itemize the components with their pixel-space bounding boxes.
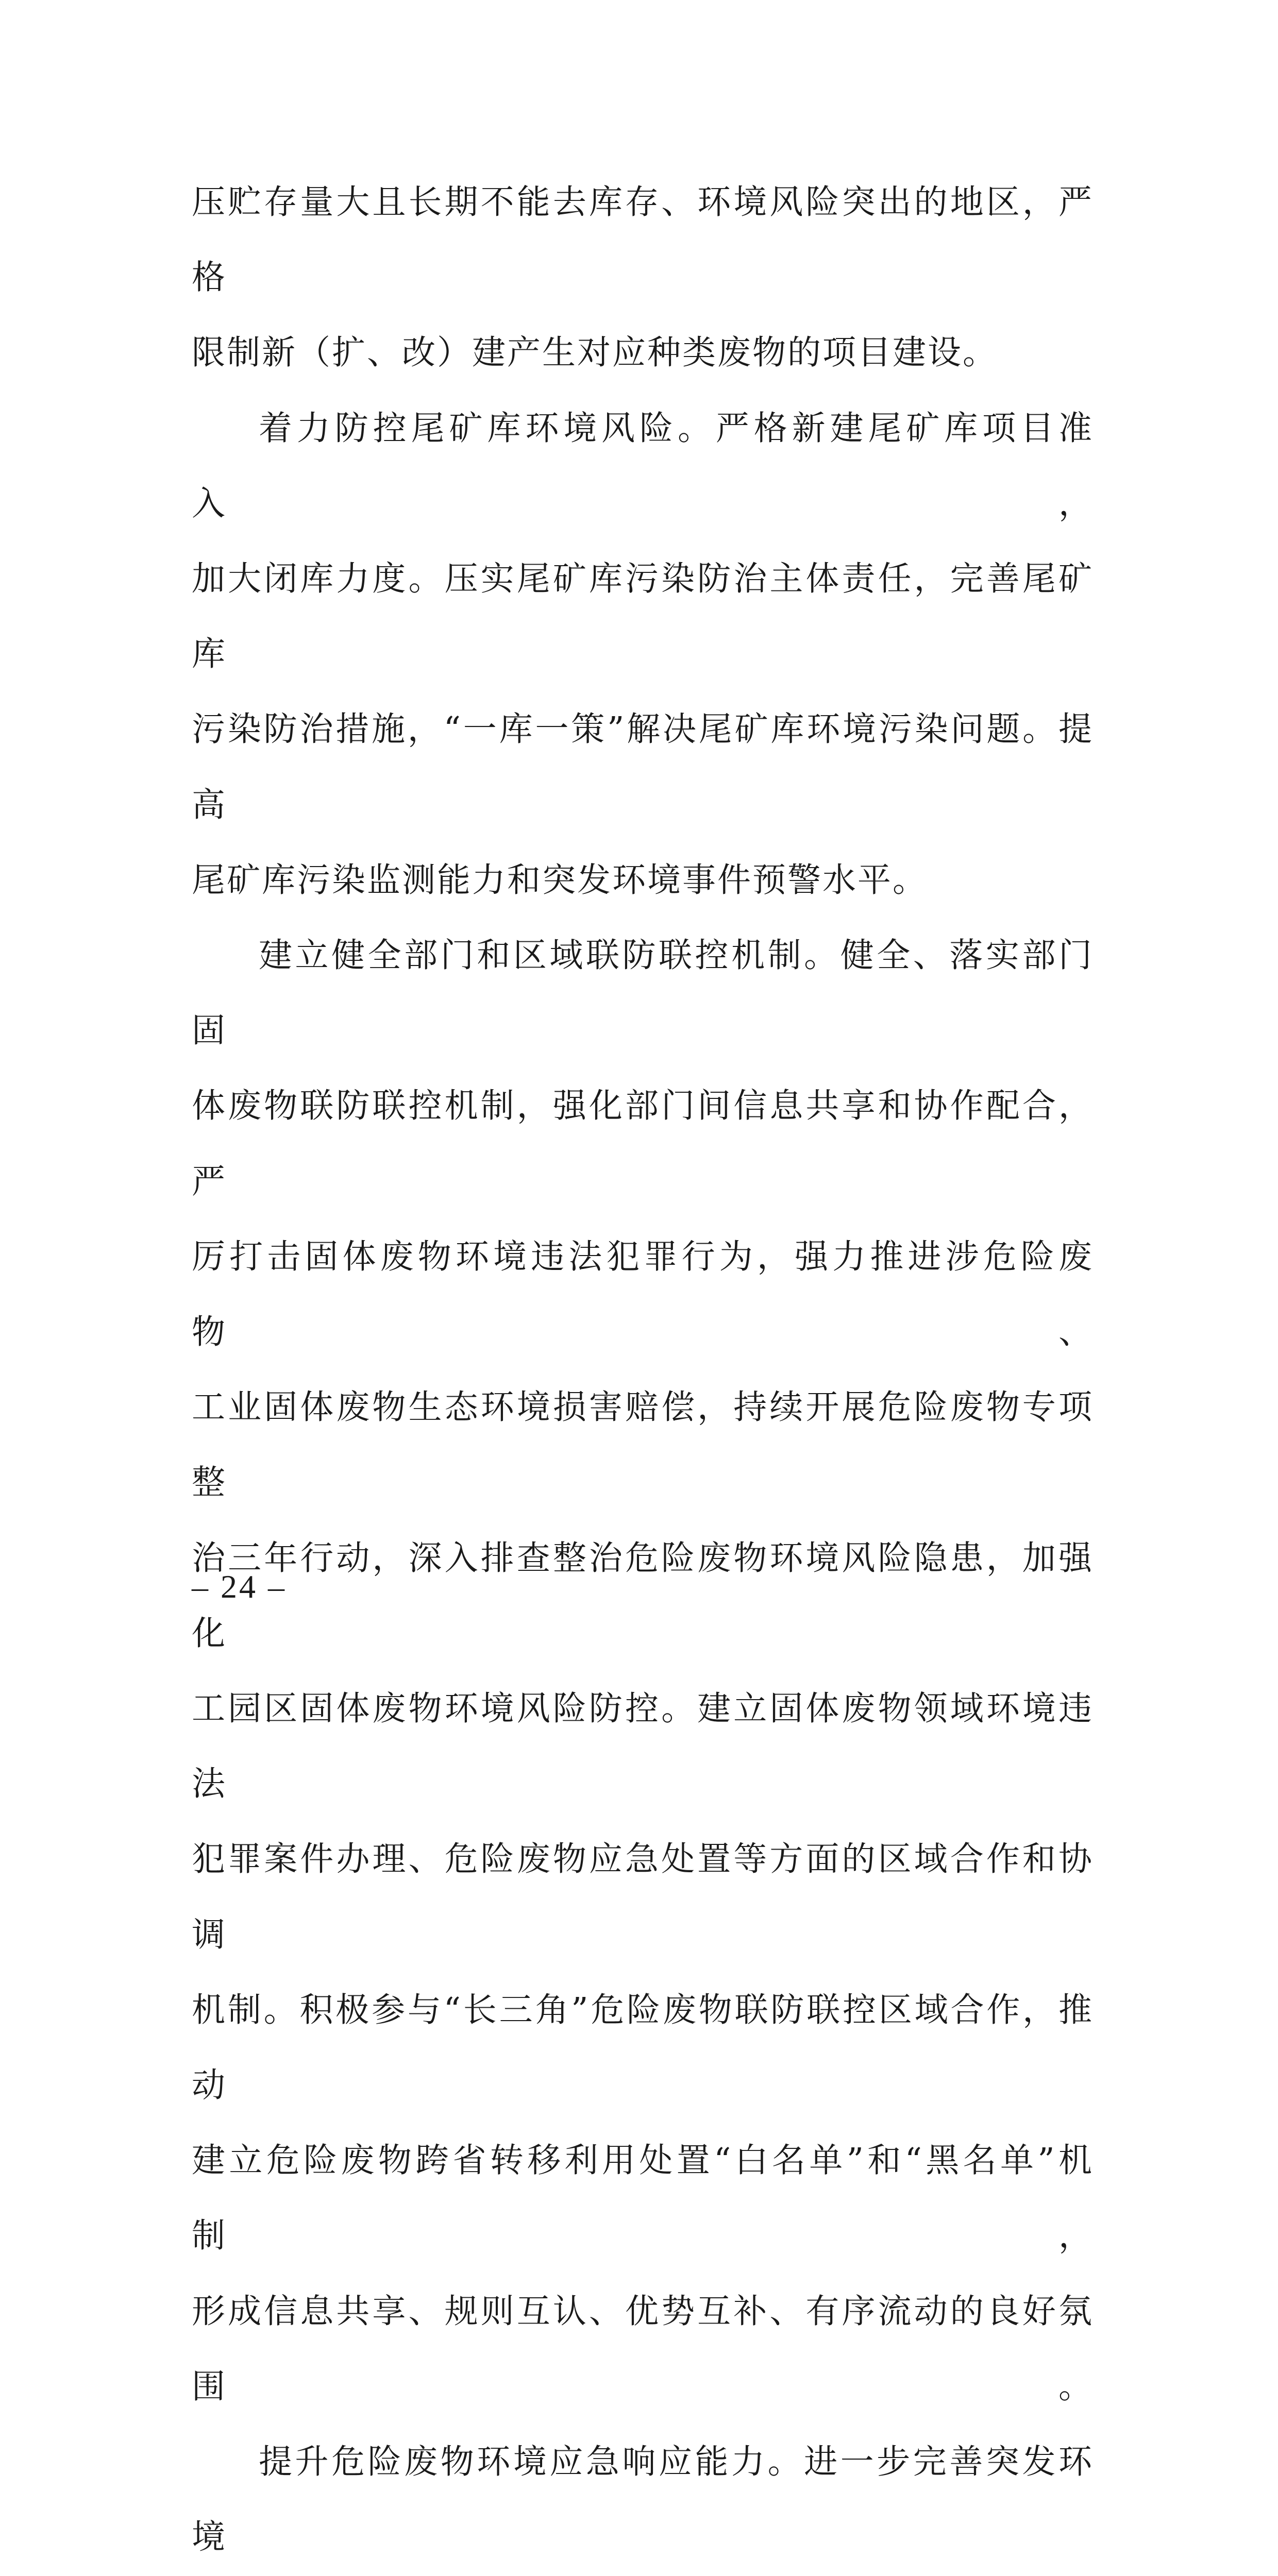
text-line: 体废物联防联控机制，强化部门间信息共享和协作配合，严 [192, 1069, 1094, 1219]
text-line: 厉打击固体废物环境违法犯罪行为，强力推进涉危险废物、 [192, 1219, 1094, 1370]
text-line: 压贮存量大且长期不能去库存、环境风险突出的地区，严格 [192, 165, 1094, 315]
text-line: 治三年行动，深入排查整治危险废物环境风险隐患，加强化 [192, 1521, 1094, 1671]
page-number: – 24 – [192, 1566, 287, 1607]
text-line: 工园区固体废物环境风险防控。建立固体废物领域环境违法 [192, 1671, 1094, 1822]
text-line [192, 2575, 1094, 2576]
text-line: 限制新（扩、改）建产生对应种类废物的项目建设。 [192, 315, 1094, 391]
text-line: 建立危险废物跨省转移利用处置“白名单”和“黑名单”机制， [192, 2123, 1094, 2274]
text-line: 建立健全部门和区域联防联控机制。健全、落实部门固 [192, 918, 1094, 1069]
text-line: 加大闭库力度。压实尾矿库污染防治主体责任，完善尾矿库 [192, 541, 1094, 692]
text-line: 提升危险废物环境应急响应能力。进一步完善突发环境 [192, 2425, 1094, 2575]
text-line: 形成信息共享、规则互认、优势互补、有序流动的良好氛围。 [192, 2274, 1094, 2425]
text-line: 尾矿库污染监测能力和突发环境事件预警水平。 [192, 843, 1094, 918]
body-text [192, 165, 1094, 2576]
text-line: 工业固体废物生态环境损害赔偿，持续开展危险废物专项整 [192, 1370, 1094, 1520]
text-line: 犯罪案件办理、危险废物应急处置等方面的区域合作和协调 [192, 1822, 1094, 1972]
text-line: 污染防治措施，“一库一策”解决尾矿库环境污染问题。提高 [192, 692, 1094, 842]
text-line: 着力防控尾矿库环境风险。严格新建尾矿库项目准入， [192, 391, 1094, 541]
text-line: 机制。积极参与“长三角”危险废物联防联控区域合作，推动 [192, 1973, 1094, 2123]
